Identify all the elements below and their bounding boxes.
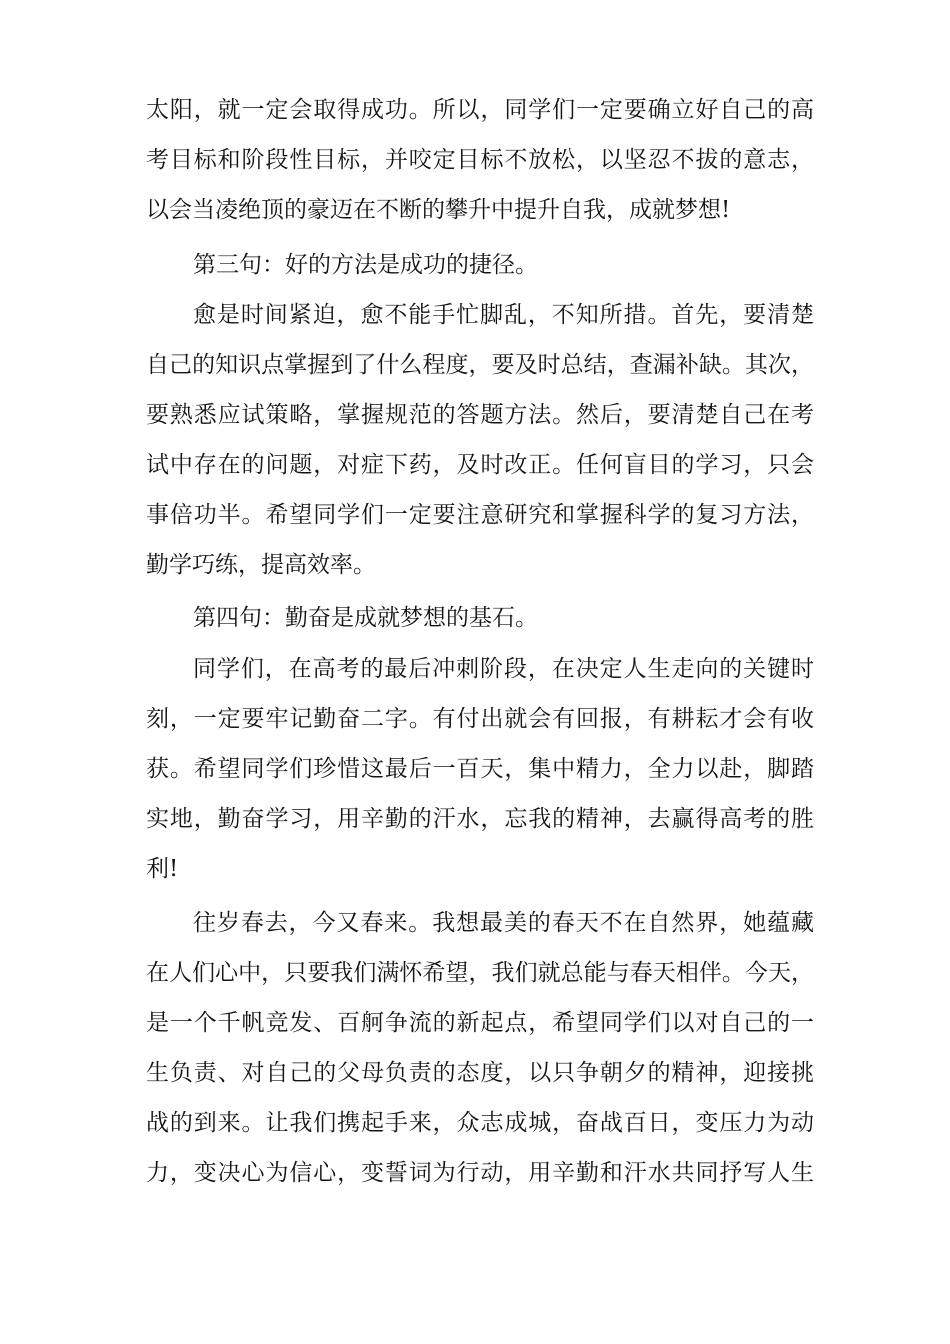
paragraph-1-line-1: 太阳，就一定会取得成功。所以，同学们一定要确立好自己的高 bbox=[146, 97, 814, 123]
section-heading-four: 第四句：勤奋是成就梦想的基石。 bbox=[193, 605, 538, 631]
paragraph-3-line-5: 事倍功半。希望同学们一定要注意研究和掌握科学的复习方法， bbox=[146, 502, 814, 528]
paragraph-6-line-2: 在人们心中，只要我们满怀希望，我们就总能与春天相伴。今天， bbox=[146, 960, 814, 986]
paragraph-5-line-3: 获。希望同学们珍惜这最后一百天，集中精力，全力以赴，脚踏 bbox=[146, 756, 814, 782]
paragraph-5-line-4: 实地，勤奋学习，用辛勤的汗水，忘我的精神，去赢得高考的胜 bbox=[146, 806, 814, 832]
paragraph-1-line-3: 以会当凌绝顶的豪迈在不断的攀升中提升自我，成就梦想! bbox=[146, 197, 731, 223]
paragraph-6-line-3: 是一个千帆竞发、百舸争流的新起点，希望同学们以对自己的一 bbox=[146, 1010, 814, 1036]
paragraph-5-line-2: 刻，一定要牢记勤奋二字。有付出就会有回报，有耕耘才会有收 bbox=[146, 706, 814, 732]
paragraph-6-line-6: 力，变决心为信心，变誓词为行动，用辛勤和汗水共同抒写人生 bbox=[146, 1160, 814, 1186]
paragraph-1-line-2: 考目标和阶段性目标，并咬定目标不放松，以坚忍不拔的意志， bbox=[146, 147, 814, 173]
paragraph-6-line-5: 战的到来。让我们携起手来，众志成城，奋战百日，变压力为动 bbox=[146, 1110, 814, 1136]
paragraph-6-line-1: 往岁春去，今又春来。我想最美的春天不在自然界，她蕴藏 bbox=[193, 910, 814, 936]
paragraph-6-line-4: 生负责、对自己的父母负责的态度，以只争朝夕的精神，迎接挑 bbox=[146, 1060, 814, 1086]
paragraph-3-line-1: 愈是时间紧迫，愈不能手忙脚乱，不知所措。首先，要清楚 bbox=[193, 302, 814, 328]
paragraph-5-line-1: 同学们，在高考的最后冲刺阶段，在决定人生走向的关键时 bbox=[193, 656, 814, 682]
paragraph-3-line-2: 自己的知识点掌握到了什么程度，要及时总结，查漏补缺。其次， bbox=[146, 352, 814, 378]
paragraph-3-line-4: 试中存在的问题，对症下药，及时改正。任何盲目的学习，只会 bbox=[146, 452, 814, 478]
paragraph-5-line-5: 利! bbox=[146, 856, 179, 882]
paragraph-3-line-3: 要熟悉应试策略，掌握规范的答题方法。然后，要清楚自己在考 bbox=[146, 402, 814, 428]
paragraph-3-line-6: 勤学巧练，提高效率。 bbox=[146, 552, 376, 578]
section-heading-three: 第三句：好的方法是成功的捷径。 bbox=[193, 252, 538, 278]
